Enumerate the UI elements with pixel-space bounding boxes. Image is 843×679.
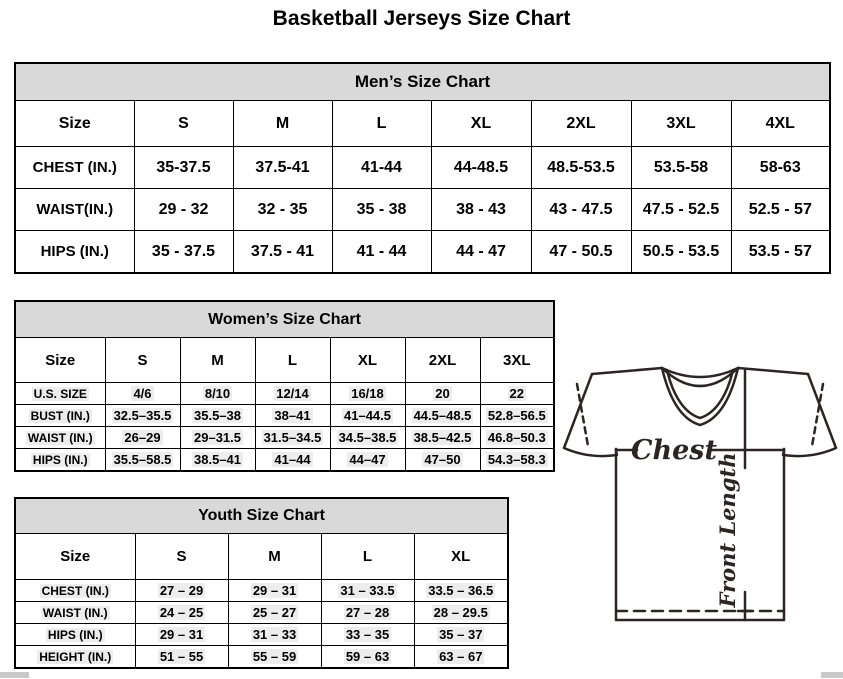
jersey-shoulder-right <box>738 368 808 374</box>
size-value-cell: 22 <box>480 383 554 405</box>
column-header: M <box>180 338 255 383</box>
youth-size-table <box>14 497 509 669</box>
size-value-cell: 44–47 <box>330 449 405 472</box>
column-header: Size <box>15 338 105 383</box>
size-value-cell: 43 - 47.5 <box>531 189 631 231</box>
size-value-cell: 44 - 47 <box>431 231 531 274</box>
jersey-cuff-stitch-right <box>812 384 823 446</box>
size-value-cell: 31 – 33 <box>228 624 321 646</box>
table-row <box>15 405 554 427</box>
column-header: XL <box>414 534 508 580</box>
size-value-cell: 53.5 - 57 <box>731 231 830 274</box>
column-header: 3XL <box>480 338 554 383</box>
column-header: XL <box>431 101 531 147</box>
row-label: HIPS (IN.) <box>15 449 105 472</box>
front-length-label: Front Length <box>715 452 740 608</box>
size-value-cell: 32 - 35 <box>233 189 332 231</box>
size-value-cell: 37.5 - 41 <box>233 231 332 274</box>
column-header: 2XL <box>405 338 480 383</box>
size-value-cell: 53.5-58 <box>631 147 731 189</box>
table-row <box>15 427 554 449</box>
row-label: CHEST (IN.) <box>15 147 134 189</box>
womens-size-table <box>14 300 555 472</box>
table-header-row <box>15 101 830 147</box>
size-value-cell: 51 – 55 <box>135 646 228 669</box>
table-title-row <box>15 301 554 338</box>
column-header: M <box>233 101 332 147</box>
column-header: S <box>134 101 233 147</box>
size-value-cell: 12/14 <box>255 383 330 405</box>
size-value-cell: 31.5–34.5 <box>255 427 330 449</box>
size-value-cell: 31 – 33.5 <box>321 580 414 602</box>
size-value-cell: 54.3–58.3 <box>480 449 554 472</box>
mens-size-table <box>14 62 831 274</box>
size-value-cell: 20 <box>405 383 480 405</box>
size-value-cell: 47 - 50.5 <box>531 231 631 274</box>
size-value-cell: 38.5–41 <box>180 449 255 472</box>
column-header: 2XL <box>531 101 631 147</box>
size-value-cell: 41–44 <box>255 449 330 472</box>
size-value-cell: 35 - 37.5 <box>134 231 233 274</box>
column-header: Size <box>15 534 135 580</box>
column-header: S <box>105 338 180 383</box>
size-value-cell: 32.5–35.5 <box>105 405 180 427</box>
column-header: XL <box>330 338 405 383</box>
column-header: L <box>321 534 414 580</box>
size-value-cell: 52.5 - 57 <box>731 189 830 231</box>
row-label: WAIST (IN.) <box>15 427 105 449</box>
table-row <box>15 383 554 405</box>
column-header: S <box>135 534 228 580</box>
size-value-cell: 38–41 <box>255 405 330 427</box>
size-value-cell: 59 – 63 <box>321 646 414 669</box>
size-value-cell: 8/10 <box>180 383 255 405</box>
size-value-cell: 37.5-41 <box>233 147 332 189</box>
size-value-cell: 29 – 31 <box>135 624 228 646</box>
column-header: M <box>228 534 321 580</box>
jersey-sleeve-left <box>564 374 617 456</box>
size-value-cell: 58-63 <box>731 147 830 189</box>
jersey-shoulder-left <box>592 368 662 374</box>
size-value-cell: 27 – 29 <box>135 580 228 602</box>
jersey-cuff-stitch-left <box>577 384 588 446</box>
scrollbar-fragment-right <box>821 672 843 678</box>
size-value-cell: 34.5–38.5 <box>330 427 405 449</box>
size-value-cell: 29 - 32 <box>134 189 233 231</box>
size-value-cell: 48.5-53.5 <box>531 147 631 189</box>
jersey-collar-back <box>662 368 738 377</box>
row-label: BUST (IN.) <box>15 405 105 427</box>
size-value-cell: 29–31.5 <box>180 427 255 449</box>
size-value-cell: 63 – 67 <box>414 646 508 669</box>
table-row <box>15 147 830 189</box>
size-value-cell: 35 - 38 <box>332 189 431 231</box>
size-value-cell: 35 – 37 <box>414 624 508 646</box>
jersey-measurement-diagram <box>561 362 839 627</box>
table-title: Women’s Size Chart <box>15 301 554 338</box>
jersey-sleeve-right <box>783 374 836 456</box>
size-value-cell: 4/6 <box>105 383 180 405</box>
table-row <box>15 189 830 231</box>
size-value-cell: 41 - 44 <box>332 231 431 274</box>
size-value-cell: 33 – 35 <box>321 624 414 646</box>
size-value-cell: 47–50 <box>405 449 480 472</box>
column-header: 3XL <box>631 101 731 147</box>
table-row <box>15 449 554 472</box>
column-header: Size <box>15 101 134 147</box>
size-value-cell: 25 – 27 <box>228 602 321 624</box>
row-label: HIPS (IN.) <box>15 624 135 646</box>
size-value-cell: 47.5 - 52.5 <box>631 189 731 231</box>
size-value-cell: 46.8–50.3 <box>480 427 554 449</box>
jersey-body-outline <box>616 449 784 620</box>
table-title-row <box>15 498 508 534</box>
size-value-cell: 28 – 29.5 <box>414 602 508 624</box>
page-title: Basketball Jerseys Size Chart <box>272 7 571 30</box>
column-header: 4XL <box>731 101 830 147</box>
table-title: Youth Size Chart <box>15 498 508 534</box>
table-row <box>15 231 830 274</box>
size-value-cell: 35.5–58.5 <box>105 449 180 472</box>
table-row <box>15 624 508 646</box>
size-value-cell: 29 – 31 <box>228 580 321 602</box>
row-label: U.S. SIZE <box>15 383 105 405</box>
size-value-cell: 38.5–42.5 <box>405 427 480 449</box>
table-title: Men’s Size Chart <box>15 63 830 101</box>
size-value-cell: 35-37.5 <box>134 147 233 189</box>
row-label: CHEST (IN.) <box>15 580 135 602</box>
size-value-cell: 33.5 – 36.5 <box>414 580 508 602</box>
size-value-cell: 50.5 - 53.5 <box>631 231 731 274</box>
size-value-cell: 52.8–56.5 <box>480 405 554 427</box>
table-title-row <box>15 63 830 101</box>
row-label: HIPS (IN.) <box>15 231 134 274</box>
front-length-measure-line <box>738 369 752 620</box>
row-label: WAIST(IN.) <box>15 189 134 231</box>
row-label: WAIST (IN.) <box>15 602 135 624</box>
size-value-cell: 27 – 28 <box>321 602 414 624</box>
table-header-row <box>15 534 508 580</box>
size-value-cell: 24 – 25 <box>135 602 228 624</box>
chest-label: Chest <box>631 435 717 466</box>
size-value-cell: 16/18 <box>330 383 405 405</box>
column-header: L <box>332 101 431 147</box>
table-row <box>15 602 508 624</box>
table-header-row <box>15 338 554 383</box>
scrollbar-fragment-left <box>0 672 29 678</box>
table-row <box>15 580 508 602</box>
size-value-cell: 26–29 <box>105 427 180 449</box>
size-value-cell: 55 – 59 <box>228 646 321 669</box>
size-value-cell: 38 - 43 <box>431 189 531 231</box>
size-value-cell: 41-44 <box>332 147 431 189</box>
row-label: HEIGHT (IN.) <box>15 646 135 669</box>
size-value-cell: 44-48.5 <box>431 147 531 189</box>
size-value-cell: 35.5–38 <box>180 405 255 427</box>
table-row <box>15 646 508 669</box>
size-value-cell: 41–44.5 <box>330 405 405 427</box>
size-value-cell: 44.5–48.5 <box>405 405 480 427</box>
column-header: L <box>255 338 330 383</box>
